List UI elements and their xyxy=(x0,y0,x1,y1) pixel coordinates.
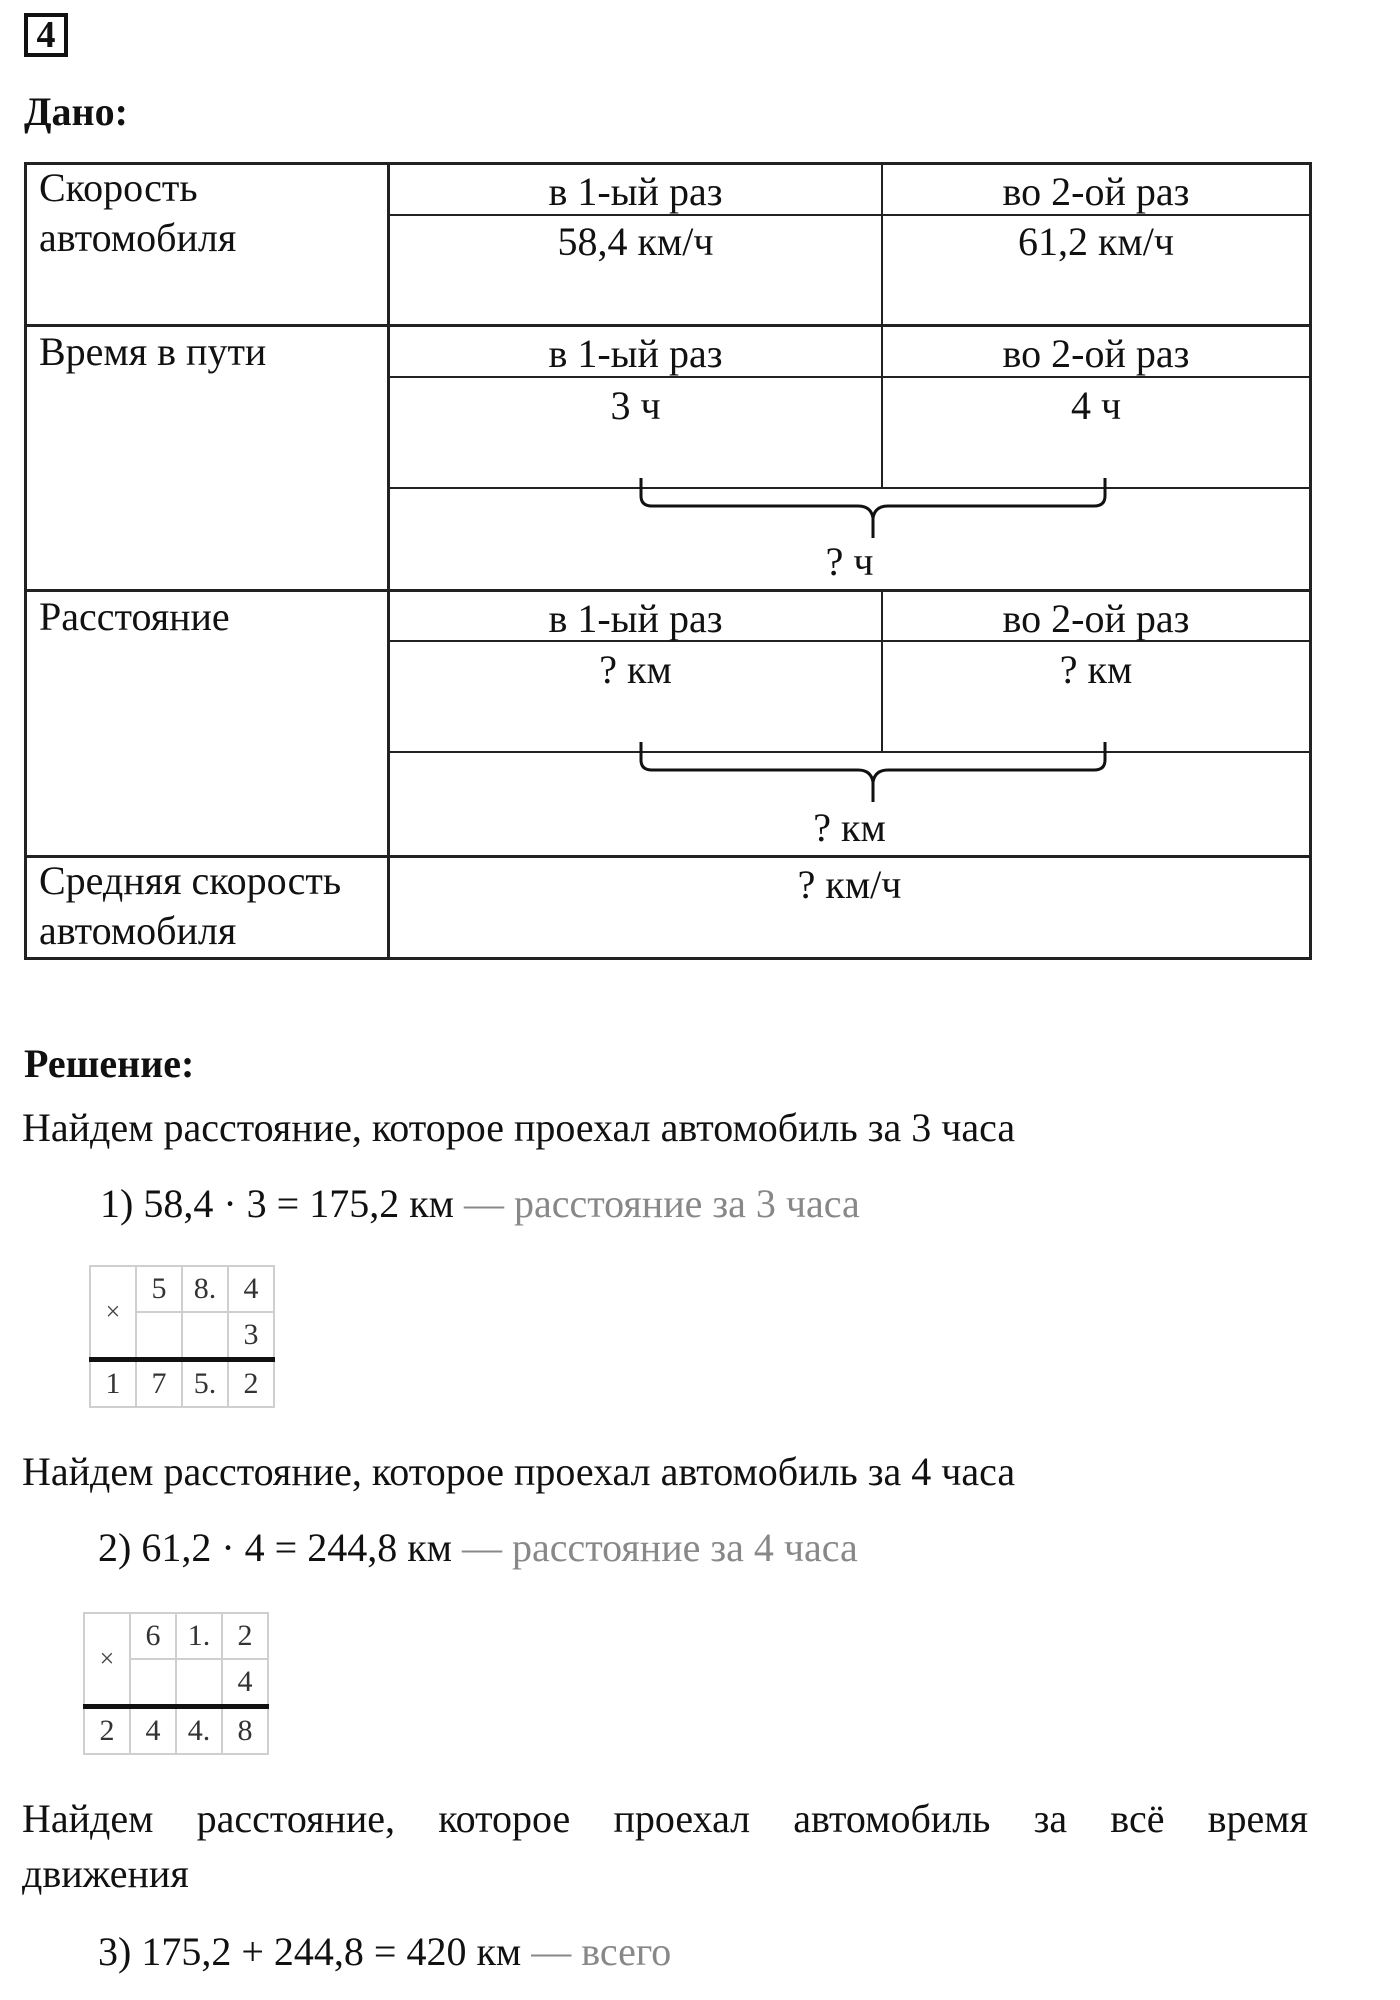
calc-cell: 4 xyxy=(222,1659,268,1707)
result-cell: 1 xyxy=(90,1360,136,1408)
time-first-value: 3 ч xyxy=(610,383,661,428)
step3-equation: 3) 175,2 + 244,8 = 420 км xyxy=(98,1929,522,1974)
step1-equation-line xyxy=(100,1180,860,1227)
given-table xyxy=(24,162,1312,960)
distance-second-value: ? км xyxy=(1059,647,1133,692)
calc-cell: 4 xyxy=(228,1266,274,1312)
result-cell: 4 xyxy=(130,1707,176,1755)
calc-cell: 1. xyxy=(176,1613,222,1659)
calc-cell xyxy=(176,1659,222,1707)
row-separator-time xyxy=(24,589,1312,592)
speed-second-header: во 2-ой раз xyxy=(1002,169,1190,214)
time-second-value: 4 ч xyxy=(1070,383,1122,428)
table-border-top xyxy=(24,162,1312,165)
row-separator-speed xyxy=(24,324,1312,327)
calc-cell: 5 xyxy=(136,1266,182,1312)
task-number: 4 xyxy=(24,13,68,57)
time-total: ? ч xyxy=(825,539,874,584)
step1-intro: Найдем расстояние, которое проехал автомобиль за 3 часа xyxy=(22,1105,1016,1150)
result-cell: 2 xyxy=(228,1360,274,1408)
multiply-sign: × xyxy=(84,1613,130,1707)
step1-comment: — расстояние за 3 часа xyxy=(463,1181,860,1226)
calc-cell: 2 xyxy=(222,1613,268,1659)
result-cell: 2 xyxy=(84,1707,130,1755)
avg-speed-label-line2: автомобиля xyxy=(39,908,237,953)
time-second-header: во 2-ой раз xyxy=(1002,331,1190,376)
calc-cell xyxy=(130,1659,176,1707)
step2-intro: Найдем расстояние, которое проехал автомобиль за 4 часа xyxy=(22,1449,1016,1494)
solution-heading: Решение: xyxy=(24,1041,195,1086)
speed-label-line1: Скорость xyxy=(39,165,198,210)
calc-cell: 6 xyxy=(130,1613,176,1659)
distance-total: ? км xyxy=(813,805,886,850)
speed-second-value: 61,2 км/ч xyxy=(1018,219,1174,264)
table-border-bottom xyxy=(24,957,1312,960)
step1-equation: 1) 58,4 · 3 = 175,2 км xyxy=(100,1181,454,1226)
step3-comment: — всего xyxy=(531,1929,672,1974)
step3-intro-line2: движения xyxy=(22,1851,189,1896)
calc-cell xyxy=(182,1312,228,1360)
distance-first-value: ? км xyxy=(599,647,672,692)
speed-label-line2: автомобиля xyxy=(39,215,237,260)
avg-speed-label-line1: Средняя скорость xyxy=(39,858,342,903)
time-label: Время в пути xyxy=(39,329,267,374)
step2-equation-line xyxy=(98,1524,858,1571)
table-border-right xyxy=(1309,162,1312,960)
avg-speed-value: ? км/ч xyxy=(797,862,902,907)
result-cell: 5. xyxy=(182,1360,228,1408)
table-border-left xyxy=(24,162,27,960)
distance-label: Расстояние xyxy=(39,594,230,639)
step3-equation-line xyxy=(98,1928,671,1975)
given-heading: Дано: xyxy=(24,89,128,134)
distance-second-header: во 2-ой раз xyxy=(1002,596,1190,641)
result-cell: 7 xyxy=(136,1360,182,1408)
result-cell: 4. xyxy=(176,1707,222,1755)
step2-column-multiplication xyxy=(83,1612,269,1755)
result-cell: 8 xyxy=(222,1707,268,1755)
speed-first-header: в 1-ый раз xyxy=(548,169,723,214)
speed-first-value: 58,4 км/ч xyxy=(557,219,714,264)
calc-cell: 8. xyxy=(182,1266,228,1312)
step2-equation: 2) 61,2 · 4 = 244,8 км xyxy=(98,1525,452,1570)
step1-column-multiplication xyxy=(89,1265,275,1408)
calc-cell xyxy=(136,1312,182,1360)
time-first-header: в 1-ый раз xyxy=(548,331,723,376)
calc-cell: 3 xyxy=(228,1312,274,1360)
time-sum-brace xyxy=(638,478,1108,540)
step3-intro-line1: Найдем расстояние, которое проехал автомобиль за всё время xyxy=(22,1796,1308,1841)
distance-first-header: в 1-ый раз xyxy=(548,596,723,641)
multiply-sign: × xyxy=(90,1266,136,1360)
distance-sum-brace xyxy=(638,742,1108,804)
step2-comment: — расстояние за 4 часа xyxy=(461,1525,858,1570)
